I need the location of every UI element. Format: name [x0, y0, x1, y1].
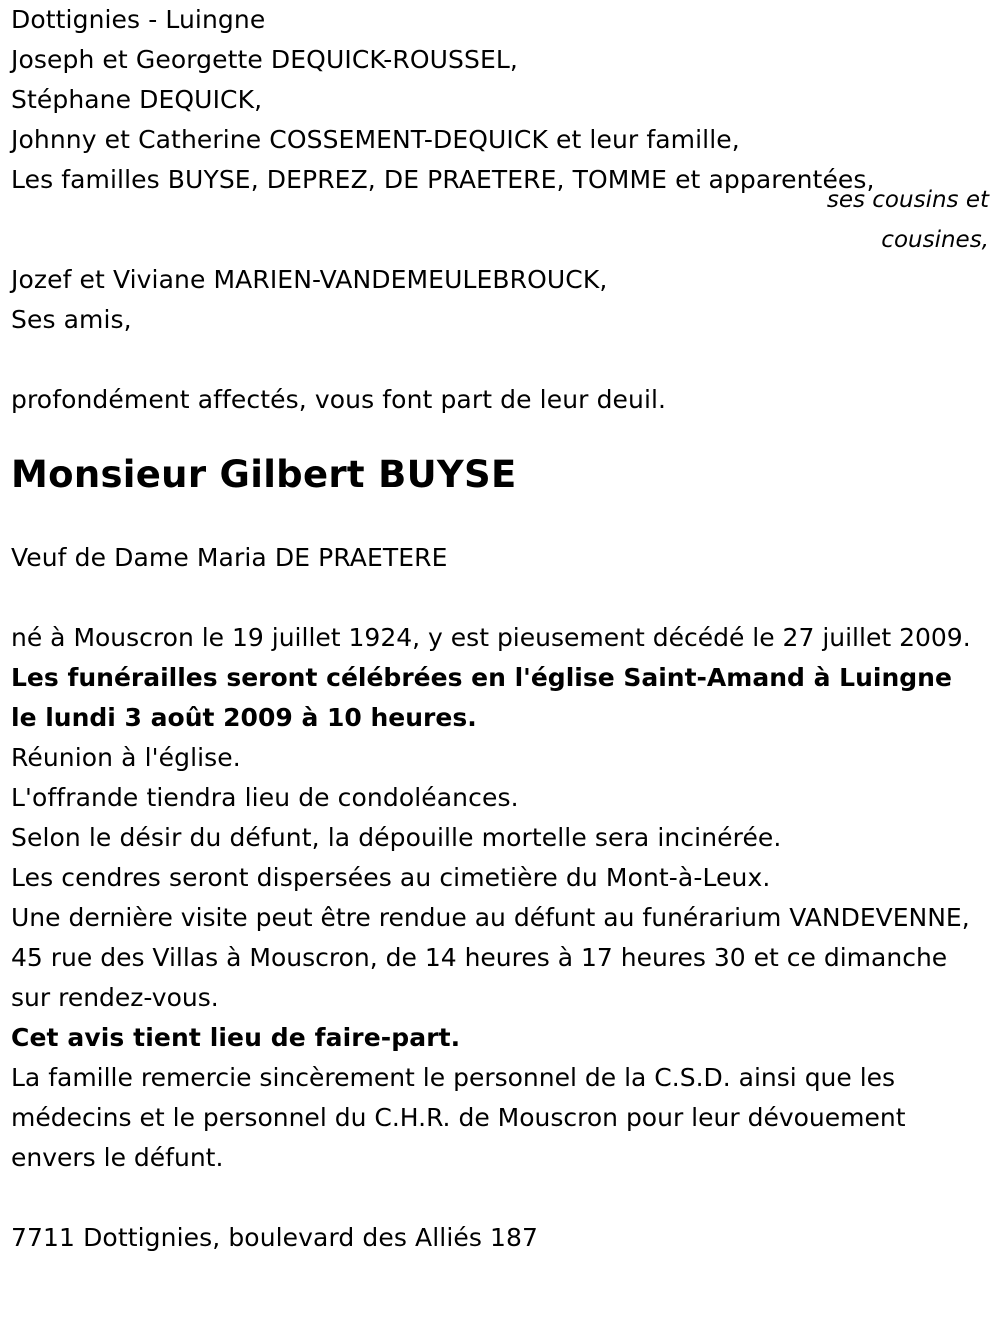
notice-line: Cet avis tient lieu de faire-part.	[11, 1023, 461, 1052]
mourner-line: Joseph et Georgette DEQUICK-ROUSSEL,	[11, 45, 518, 74]
spacer	[11, 420, 989, 448]
mourner-line: Stéphane DEQUICK,	[11, 85, 263, 114]
cousins-line: ses cousins et	[826, 187, 989, 213]
visit-line: Une dernière visite peut être rendue au défunt au funérarium VANDEVENNE, 45 rue des Villas à Mouscron, de 14 heures à 17 heures 30 et ce dimanche sur rendez-vous.	[11, 903, 970, 1012]
mourner-line: Ses amis,	[11, 305, 132, 334]
mourner-line: Jozef et Viviane MARIEN-VANDEMEULEBROUCK,	[11, 265, 608, 294]
address-line: 7711 Dottignies, boulevard des Alliés 187	[11, 1223, 539, 1252]
spacer	[11, 340, 989, 380]
announcement-line: profondément affectés, vous font part de leur deuil.	[11, 385, 667, 414]
mourner-line: Les familles BUYSE, DEPREZ, DE PRAETERE, TOMME et apparentées,	[11, 165, 875, 194]
offering-line: L'offrande tiendra lieu de condoléances.	[11, 783, 519, 812]
widower-line: Veuf de Dame Maria DE PRAETERE	[11, 543, 448, 572]
location-line: Dottignies - Luingne	[11, 5, 266, 34]
thanks-line: La famille remercie sincèrement le personnel de la C.S.D. ainsi que les médecins et le personnel du C.H.R. de Mouscron pour leur dévouement envers le défunt.	[11, 1063, 906, 1172]
birth-death-line: né à Mouscron le 19 juillet 1924, y est pieusement décédé le 27 juillet 2009.	[11, 623, 971, 652]
spacer	[11, 1178, 989, 1218]
cousins-line: cousines,	[881, 227, 989, 253]
spacer	[11, 578, 989, 618]
deceased-name: Monsieur Gilbert BUYSE	[11, 453, 517, 496]
funeral-ceremony: Les funérailles seront célébrées en l'église Saint-Amand à Luingne le lundi 3 août 2009 à 10 heures.	[11, 663, 952, 732]
obituary-notice	[11, 0, 989, 1258]
ashes-line: Les cendres seront dispersées au cimetière du Mont-à-Leux.	[11, 863, 771, 892]
cremation-line: Selon le désir du défunt, la dépouille mortelle sera incinérée.	[11, 823, 782, 852]
meeting-line: Réunion à l'église.	[11, 743, 241, 772]
mourner-line: Johnny et Catherine COSSEMENT-DEQUICK et leur famille,	[11, 125, 740, 154]
